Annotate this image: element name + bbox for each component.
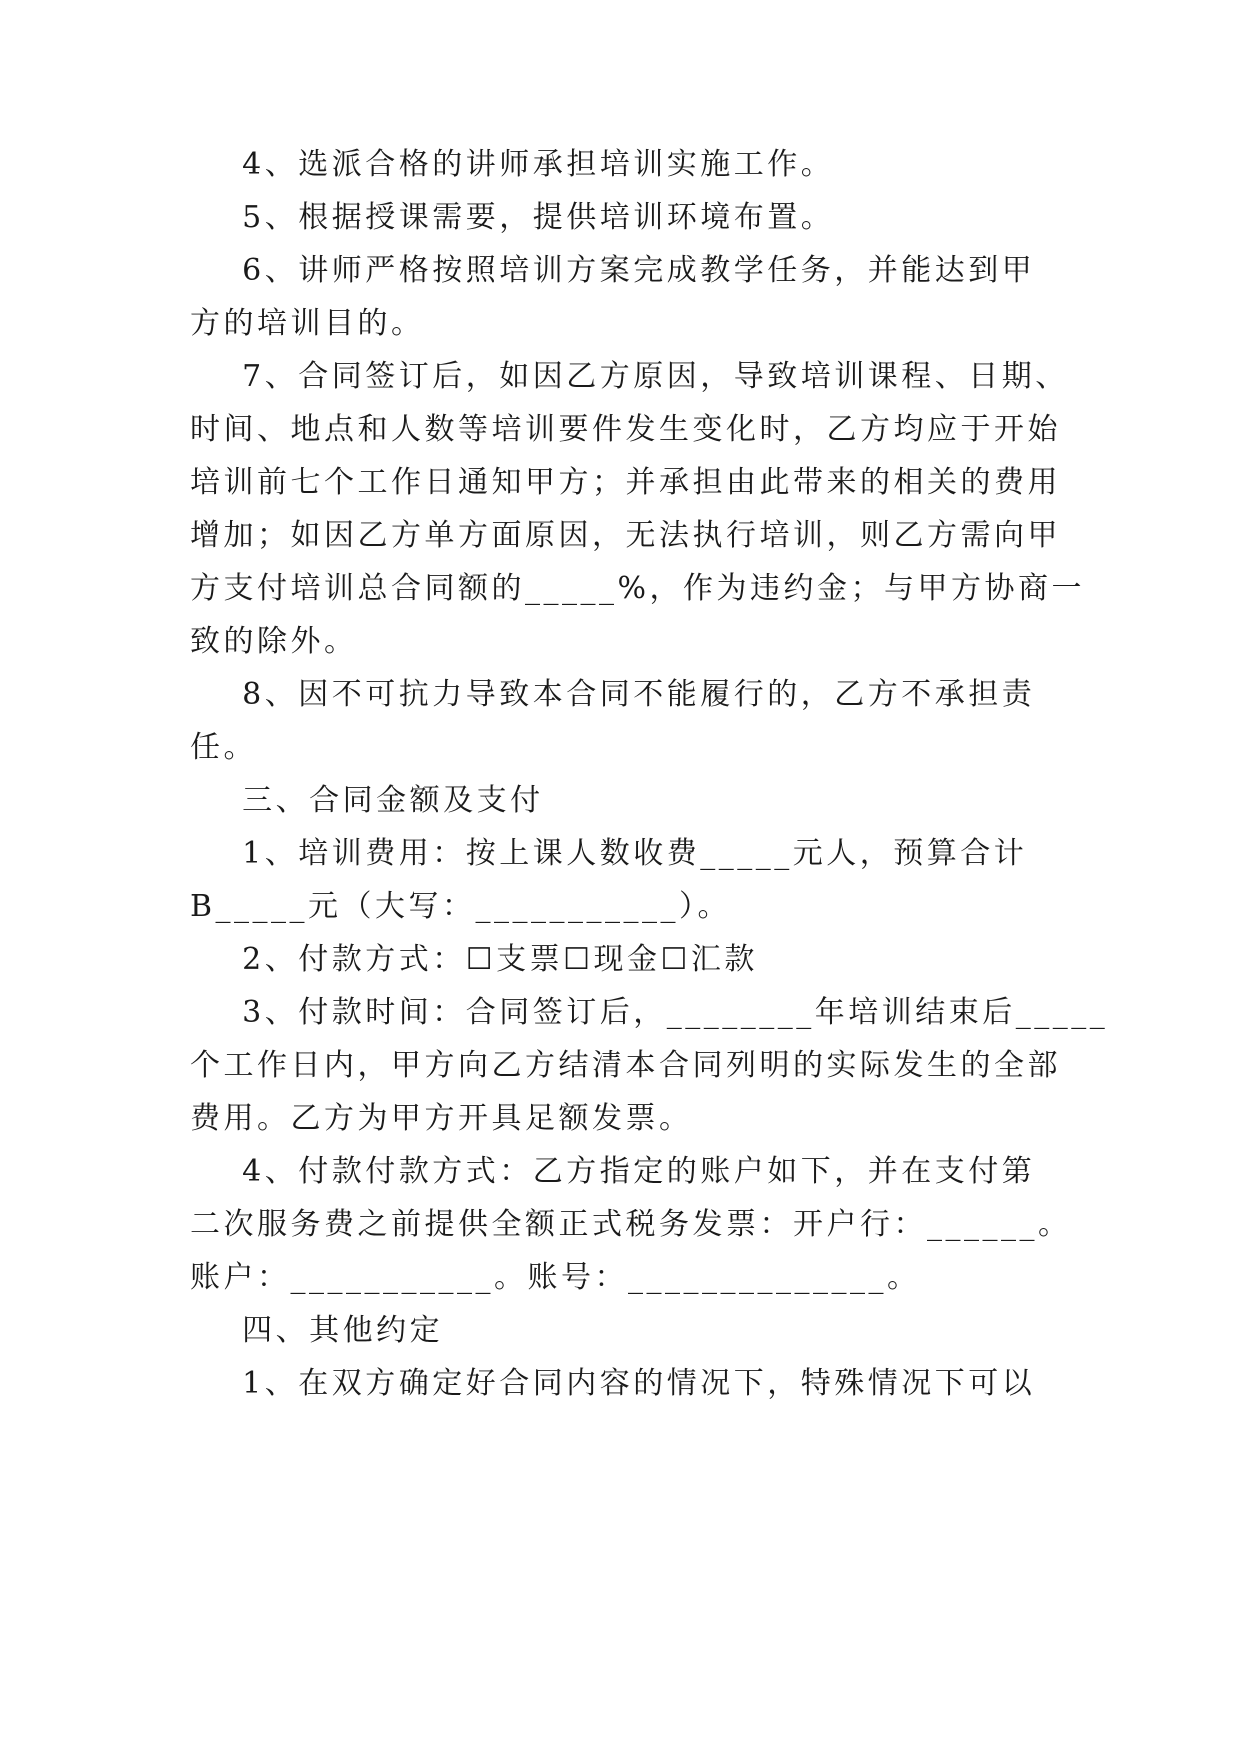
paragraph-line: 4、选派合格的讲师承担培训实施工作。 <box>190 147 835 182</box>
section-heading: 四、其他约定 <box>190 1313 444 1348</box>
paragraph-line: 2、付款方式：☐支票☐现金☐汇款 <box>190 942 758 977</box>
paragraph-line: 增加；如因乙方单方面原因，无法执行培训，则乙方需向甲 <box>190 518 1061 553</box>
paragraph-line: 1、培训费用：按上课人数收费_____元人，预算合计 <box>190 836 1028 871</box>
paragraph-line: 7、合同签订后，如因乙方原因，导致培训课程、日期、 <box>190 359 1069 394</box>
paragraph-line: 1、在双方确定好合同内容的情况下，特殊情况下可以 <box>190 1366 1036 1401</box>
paragraph-line: 时间、地点和人数等培训要件发生变化时，乙方均应于开始 <box>190 412 1061 447</box>
paragraph-line: 5、根据授课需要，提供培训环境布置。 <box>190 200 835 235</box>
paragraph-line: 培训前七个工作日通知甲方；并承担由此带来的相关的费用 <box>190 465 1061 500</box>
paragraph-line: 个工作日内，甲方向乙方结清本合同列明的实际发生的全部 <box>190 1048 1061 1083</box>
paragraph-line: 致的除外。 <box>190 624 358 659</box>
paragraph-line: 4、付款付款方式：乙方指定的账户如下，并在支付第 <box>190 1154 1036 1189</box>
paragraph-line: 3、付款时间：合同签订后，________年培训结束后_____ <box>190 995 1109 1030</box>
paragraph-line: 8、因不可抗力导致本合同不能履行的，乙方不承担责 <box>190 677 1036 712</box>
paragraph-line: 6、讲师严格按照培训方案完成教学任务，并能达到甲 <box>190 253 1036 288</box>
paragraph-line: 账户：___________。账号：______________。 <box>190 1260 921 1295</box>
paragraph-line: 费用。乙方为甲方开具足额发票。 <box>190 1101 693 1136</box>
section-heading: 三、合同金额及支付 <box>190 783 544 818</box>
paragraph-line: 二次服务费之前提供全额正式税务发票：开户行：______。 <box>190 1207 1072 1242</box>
paragraph-line: 任。 <box>190 730 257 765</box>
paragraph-line: 方支付培训总合同额的_____%，作为违约金；与甲方协商一 <box>190 571 1086 606</box>
paragraph-line: B_____元（大写：___________）。 <box>190 889 732 924</box>
paragraph-line: 方的培训目的。 <box>190 306 425 341</box>
